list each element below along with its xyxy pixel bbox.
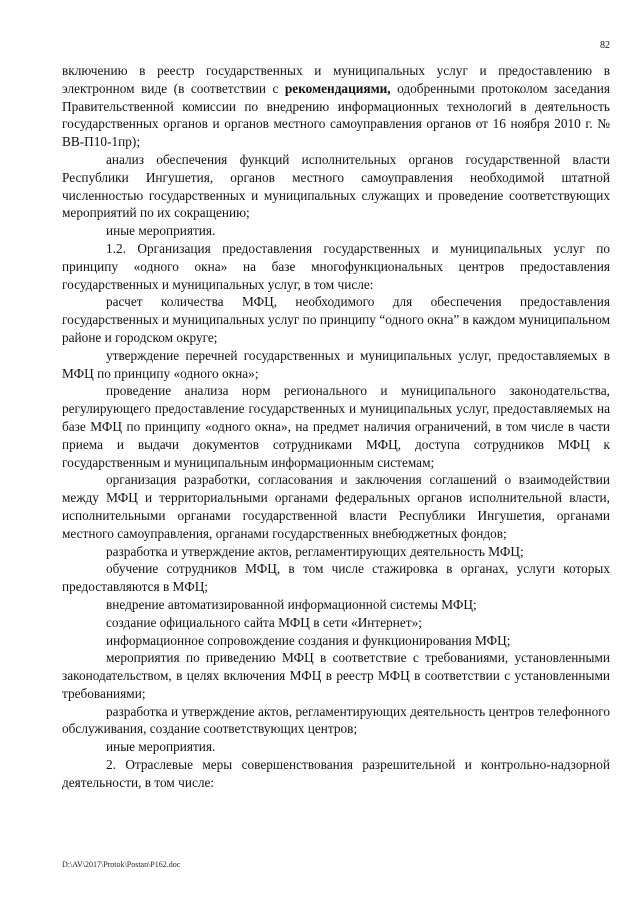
paragraph-bold-text: рекомендациями, (284, 80, 391, 96)
paragraph: информационное сопровождение создания и функционирования МФЦ; (106, 632, 511, 648)
paragraph: проведение анализа норм регионального и муниципального законодательства, регулирующего предоставление государственных и муниципальных услуг, предоставляемых на базе МФЦ по принципу «одного окна», на предмет наличия ограничений, в том числе в части приема и выдачи документов сотрудниками МФЦ, доступа сотрудников МФЦ к государственным и муниципальным информационным системам; (62, 383, 610, 470)
paragraph: мероприятия по приведению МФЦ в соответствие с требованиями, установленными законодательством, в целях включения МФЦ в реестр МФЦ в соответствии с установленными требованиями; (62, 650, 610, 701)
paragraph: 1.2. Организация предоставления государственных и муниципальных услуг по принципу «одного окна» на базе многофункциональных центров предоставления государственных и муниципальных услуг, в том числе: (62, 240, 610, 292)
paragraph: организация разработки, согласования и заключения соглашений о взаимодействии между МФЦ и территориальными органами федеральных органов исполнительной власти, исполнительными органами государственной власти Республики Ингушетия, органами местного самоуправления, органами государственных внебюджетных фондов; (62, 472, 610, 541)
paragraph: внедрение автоматизированной информационной системы МФЦ; (106, 596, 477, 612)
paragraph: разработка и утверждение актов, регламентирующих деятельность центров телефонного обслуживания, создание соответствующих центров; (62, 703, 610, 737)
paragraph: иные мероприятия. (106, 739, 216, 755)
footer-file-path: D:\AV\2017\Protok\Postan\P162.doc (62, 860, 181, 869)
paragraph: 2. Отраслевые меры совершенствования разрешительной и контрольно-надзорной деятельности, в том числе: (62, 757, 610, 790)
paragraph: утверждение перечней государственных и муниципальных услуг, предоставляемых в МФЦ по принципу «одного окна»; (62, 347, 610, 381)
paragraph: создание официального сайта МФЦ в сети «Интернет»; (106, 614, 422, 630)
paragraph: иные мероприятия. (106, 223, 216, 239)
paragraph-text: одобренными протоколом заседания Правительственной комиссии по внедрению информационных технологий в деятельность государственных органов и органов местного самоуправления органов от 16 ноября 2010 г. № ВВ-П10-1пр); (62, 80, 610, 150)
paragraph: анализ обеспечения функций исполнительных органов государственной власти Республики Ингушетия, органов местного самоуправления необходимой штатной численностью государственных и муниципальных служащих и проведение соответствующих мероприятий по их сокращению; (62, 151, 610, 221)
paragraph (62, 62, 610, 151)
paragraph-text: включению в реестр государственных и муниципальных услуг и предоставлению в электронном виде (в соответствии с (62, 63, 610, 96)
paragraph: расчет количества МФЦ, необходимого для обеспечения предоставления государственных и муниципальных услуг по принципу “одного окна” в каждом муниципальном районе и городском округе; (62, 294, 610, 345)
paragraph: обучение сотрудников МФЦ, в том числе стажировка в органах, услуги которых предоставляются в МФЦ; (62, 561, 610, 595)
document-body (62, 62, 610, 792)
paragraph: разработка и утверждение актов, регламентирующих деятельность МФЦ; (106, 543, 524, 559)
page-number: 82 (600, 40, 610, 51)
